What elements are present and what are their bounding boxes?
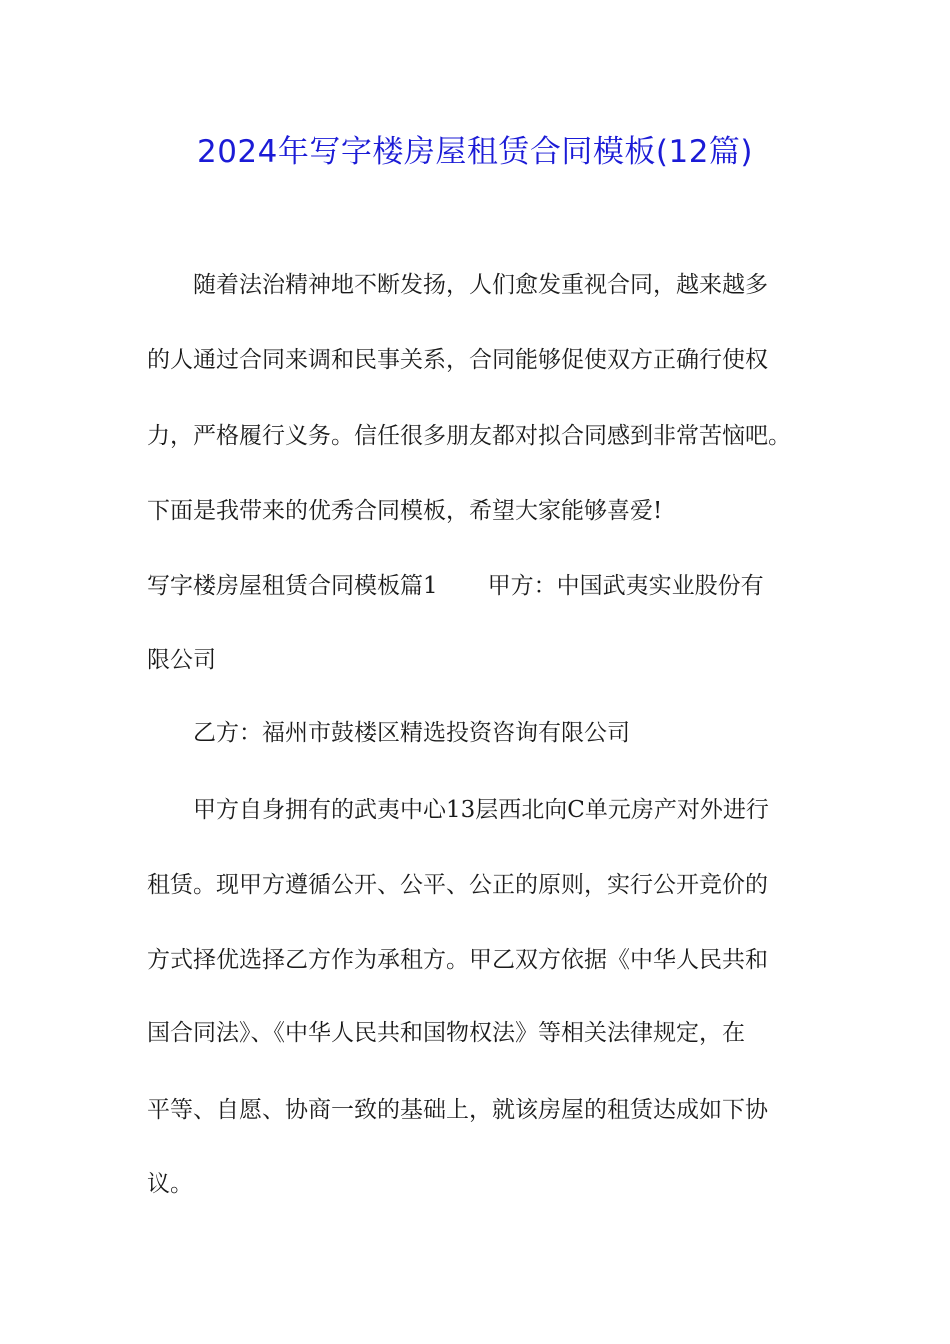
party-b-text: 乙方：福州市鼓楼区精选投资咨询有限公司 (193, 720, 630, 746)
intro-line-3: 力，严格履行义务。信任很多朋友都对拟合同感到非常苦恼吧。 (147, 423, 791, 449)
section-line (147, 569, 764, 603)
intro-line-4: 下面是我带来的优秀合同模板，希望大家能够喜爱! (147, 498, 663, 524)
body-line-1: 甲方自身拥有的武夷中心13层西北向C单元房产对外进行 (193, 797, 769, 823)
body-line-4: 国合同法》、《中华人民共和国物权法》等相关法律规定，在 (147, 1020, 745, 1046)
party-a-continued: 限公司 (147, 647, 216, 673)
document-title: 2024年写字楼房屋租赁合同模板(12篇) (196, 134, 754, 170)
section-heading: 写字楼房屋租赁合同模板篇1 (147, 573, 438, 599)
intro-line-2: 的人通过合同来调和民事关系，合同能够促使双方正确行使权 (147, 347, 768, 373)
body-line-5: 平等、自愿、协商一致的基础上，就该房屋的租赁达成如下协 (147, 1097, 768, 1123)
party-a-text: 甲方：中国武夷实业股份有 (487, 573, 764, 599)
body-line-6: 议。 (147, 1171, 193, 1197)
intro-line-1: 随着法治精神地不断发扬，人们愈发重视合同，越来越多 (193, 272, 768, 298)
body-line-3: 方式择优选择乙方作为承租方。甲乙双方依据《中华人民共和 (147, 947, 768, 973)
body-line-2: 租赁。现甲方遵循公开、公平、公正的原则，实行公开竞价的 (147, 872, 768, 898)
